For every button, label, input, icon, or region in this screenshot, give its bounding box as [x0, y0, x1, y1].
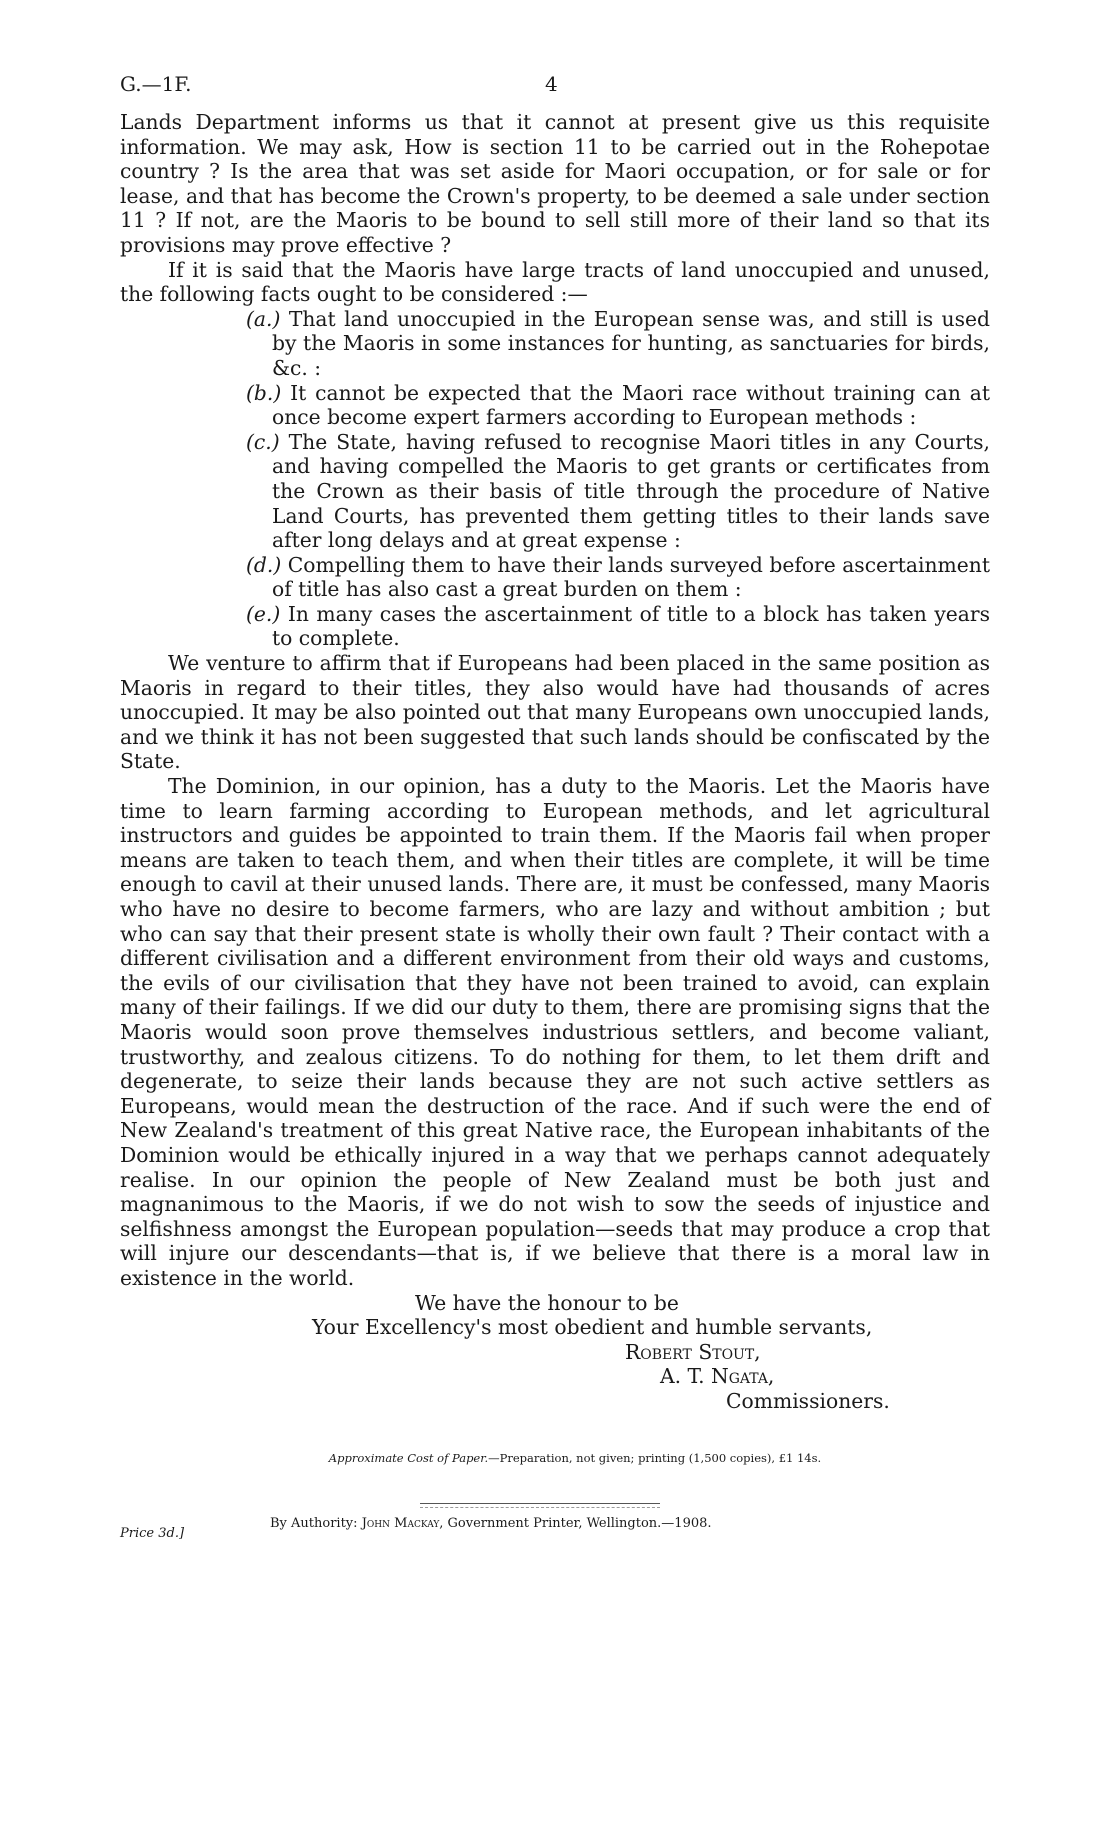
commissioners-label: Commissioners. [726, 1388, 890, 1413]
document-code: G.—1F. [120, 72, 192, 96]
list-item [120, 602, 990, 651]
list-item [120, 430, 990, 553]
list-item-label: (d.) [246, 552, 282, 577]
signer-stout: Robert Stout, [625, 1339, 761, 1364]
cost-note [120, 1451, 990, 1465]
closing-block [120, 1291, 990, 1414]
printer-name: John Mackay, [361, 1516, 444, 1532]
list-item [120, 553, 990, 602]
paragraph-4: The Dominion, in our opinion, has a duty to the Maoris. Let the Maoris have time to learn farming according to European methods, and let agricultural instructors and guides be appointed to train them. If the Maoris fail when proper means are taken to teach them, and when their titles are complete, it will be time enough to cavil at their unused lands. There are, it must be confessed, many Maoris who have no desire to become farmers, who are lazy and without ambition ; but who can say that their present state is wholly their own fault ? Their contact with a different civilisation and a different environment from their old ways and customs, the evils of our civilisation that they have not been trained to avoid, can explain many of their failings. If we did our duty to them, there are promising signs that the Maoris would soon prove themselves industrious settlers, and become valiant, trustworthy, and zealous citizens. To do nothing for them, to let them drift and degenerate, to seize their lands because they are not such active settlers as Europeans, would mean the destruction of the race. And if such were the end of New Zealand's treatment of this great Native race, the European inhabitants of the Dominion would be ethically injured in a way that we perhaps cannot adequately realise. In our opinion the people of New Zealand must be both just and magnanimous to the Maoris, if we do not wish to sow the seeds of injustice and selfishness amongst the European population—seeds that may produce a crop that will injure our descendants—that is, if we believe that there is a moral law in existence in the world. [120, 774, 990, 1290]
list-item-text: Compelling them to have their lands surveyed before ascertainment of title has also cast a great burden on them : [272, 552, 990, 602]
footer-divider [420, 1503, 660, 1508]
list-item-text: That land unoccupied in the European sense was, and still is used by the Maoris in some instances for hunting, as sanctuaries for birds, &c. : [272, 306, 990, 380]
list-item-label: (b.) [246, 380, 282, 405]
list-item-label: (c.) [246, 429, 280, 454]
list-item-text: In many cases the ascertainment of title to a block has taken years to complete. [272, 601, 991, 651]
signer-ngata: A. T. Ngata, [660, 1364, 775, 1389]
list-item [120, 381, 990, 430]
cost-text: —Preparation, not given; printing (1,500 copies), £1 14s. [488, 1451, 822, 1466]
authority-label: By Authority: [270, 1516, 358, 1532]
closing-line-1: We have the honour to be [415, 1290, 679, 1315]
list-item-text: It cannot be expected that the Maori race without training can at once become expert farmers according to European methods : [272, 380, 990, 430]
facts-list [120, 307, 990, 651]
page-footer [120, 1516, 990, 1556]
closing-line-2: Your Excellency's most obedient and humble servants, [312, 1315, 873, 1340]
list-item [120, 307, 990, 381]
printer-details: Government Printer, Wellington.—1908. [447, 1516, 712, 1532]
page-number: 4 [545, 72, 558, 96]
list-item-label: (e.) [246, 601, 281, 626]
paragraph-1: Lands Department informs us that it cannot at present give us this requisite information. We may ask, How is section 11 to be carried out in the Rohepotae country ? Is the area that was set aside for Maori occupation, or for sale or for lease, and that has become the Crown's property, to be deemed a sale under section 11 ? If not, are the Maoris to be bound to sell still more of their land so that its provisions may prove effective ? [120, 110, 990, 257]
body-text [120, 110, 990, 1291]
cost-label: Approximate Cost of Paper. [328, 1451, 489, 1466]
price-label: Price 3d.] [120, 1526, 185, 1542]
list-item-label: (a.) [246, 306, 281, 331]
paragraph-2: If it is said that the Maoris have large tracts of land unoccupied and unused, the following facts ought to be considered :— [120, 257, 990, 307]
paragraph-3: We venture to affirm that if Europeans had been placed in the same position as Maoris in regard to their titles, they also would have had thousands of acres unoccupied. It may be also pointed out that many Europeans own unoccupied lands, and we think it has not been suggested that such lands should be confiscated by the State. [120, 651, 990, 774]
document-page [120, 72, 990, 1556]
page-header [120, 72, 990, 102]
printer-line [270, 1516, 712, 1531]
list-item-text: The State, having refused to recognise Maori titles in any Courts, and having compelled the Maoris to get grants or certificates from the Crown as their basis of title through the procedure of Native Land Courts, has prevented them getting titles to their lands save after long delays and at great expense : [272, 429, 991, 553]
